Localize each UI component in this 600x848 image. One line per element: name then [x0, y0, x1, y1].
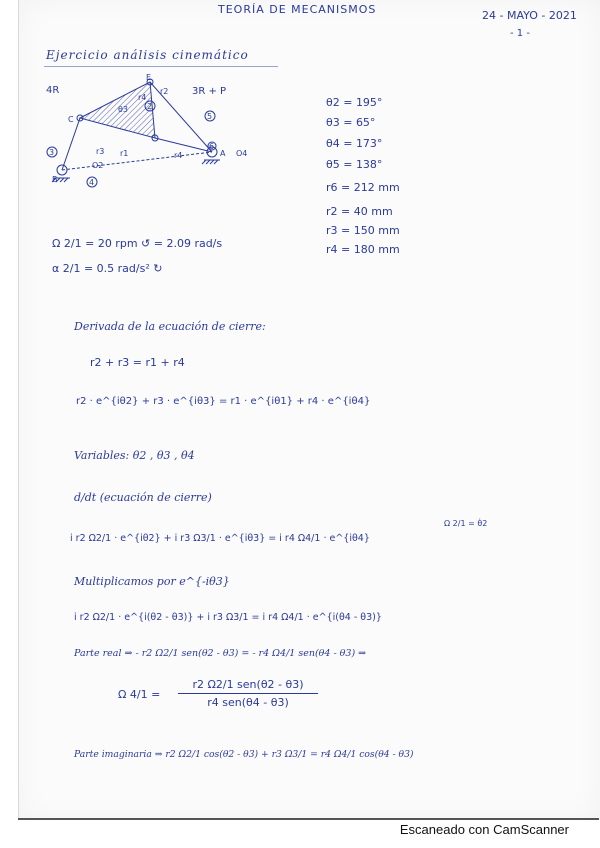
- omega4-lhs: Ω 4/1 =: [118, 688, 161, 701]
- omega4-numerator: r2 Ω2/1 sen(θ2 - θ3): [192, 678, 304, 691]
- scanner-watermark: Escaneado con CamScanner: [399, 822, 569, 837]
- variables: Variables: θ2 , θ3 , θ4: [74, 449, 195, 462]
- given-theta4: θ4 = 173°: [326, 137, 383, 150]
- label-link2: 2: [147, 102, 153, 111]
- page-edge: [18, 818, 599, 820]
- mechanism-diagram: [40, 73, 270, 190]
- multiply-heading: Multiplicamos por e^{-iθ3}: [74, 575, 230, 588]
- course-title: TEORÍA DE MECANISMOS: [218, 3, 377, 16]
- label-r3: r3: [96, 147, 105, 156]
- link-4: [155, 138, 215, 152]
- label-r1: r1: [120, 149, 129, 158]
- complex-equation: r2 · e^{iθ2} + r3 · e^{iθ3} = r1 · e^{iθ1} + r4 · e^{iθ4}: [76, 396, 371, 407]
- given-r4: r4 = 180 mm: [326, 243, 400, 256]
- label-r4: r4: [174, 151, 183, 160]
- exercise-title: Ejercicio análisis cinemático: [46, 48, 249, 62]
- label-e: E: [146, 73, 152, 82]
- problem-number: 4R: [46, 85, 60, 96]
- ddt-equation: i r2 Ω2/1 · e^{iθ2} + i r3 Ω3/1 · e^{iθ3} = i r4 Ω4/1 · e^{iθ4}: [70, 533, 370, 544]
- ground-line: [62, 152, 212, 170]
- label-link3: 3: [49, 148, 55, 157]
- given-r6: r6 = 212 mm: [326, 181, 400, 194]
- alpha-input: α 2/1 = 0.5 rad/s² ↻: [52, 262, 163, 275]
- multiply-equation: i r2 Ω2/1 · e^{i(θ2 - θ3)} + i r3 Ω3/1 = i r4 Ω4/1 · e^{i(θ4 - θ3)}: [74, 612, 382, 623]
- omega4-fraction: [178, 678, 318, 709]
- label-link6: 6: [209, 142, 215, 151]
- fraction-bar: [178, 693, 318, 694]
- label-theta3: θ3: [118, 105, 128, 114]
- vector-equation: r2 + r3 = r1 + r4: [90, 356, 185, 369]
- link-note: 3R + P: [192, 86, 227, 97]
- label-link4: 4: [89, 178, 95, 187]
- label-origin: O2: [92, 161, 104, 170]
- label-c: C: [68, 115, 74, 124]
- omega4-denominator: r4 sen(θ4 - θ3): [207, 696, 289, 709]
- page-number: - 1 -: [510, 28, 530, 39]
- ground-a: [202, 160, 220, 164]
- given-theta3: θ3 = 65°: [326, 116, 376, 129]
- given-r2: r2 = 40 mm: [326, 205, 393, 218]
- omega-input: Ω 2/1 = 20 rpm ↺ = 2.09 rad/s: [52, 237, 223, 250]
- title-underline: [44, 66, 278, 67]
- label-link5: 5: [207, 112, 213, 121]
- imaginary-part: Parte imaginaria ⇒ r2 Ω2/1 cos(θ2 - θ3) + r3 Ω3/1 = r4 Ω4/1 cos(θ4 - θ3): [74, 749, 414, 760]
- label-b: B: [52, 175, 58, 184]
- given-theta5: θ5 = 138°: [326, 158, 383, 171]
- label-r4p: r4: [138, 93, 147, 102]
- date: 24 - MAYO - 2021: [482, 9, 577, 22]
- ddt-heading: d/dt (ecuación de cierre): [74, 491, 212, 504]
- side-note: Ω 2/1 = θ̇2: [444, 519, 488, 528]
- label-r2: r2: [160, 87, 169, 96]
- real-part: Parte real ⇒ - r2 Ω2/1 sen(θ2 - θ3) = - r4 Ω4/1 sen(θ4 - θ3) ⇒: [74, 648, 367, 659]
- derive-heading: Derivada de la ecuación de cierre:: [74, 320, 266, 333]
- given-r3: r3 = 150 mm: [326, 224, 400, 237]
- given-theta2: θ2 = 195°: [326, 96, 383, 109]
- label-a: A: [220, 149, 226, 158]
- link-2: [62, 118, 80, 170]
- label-o4: O4: [236, 149, 248, 158]
